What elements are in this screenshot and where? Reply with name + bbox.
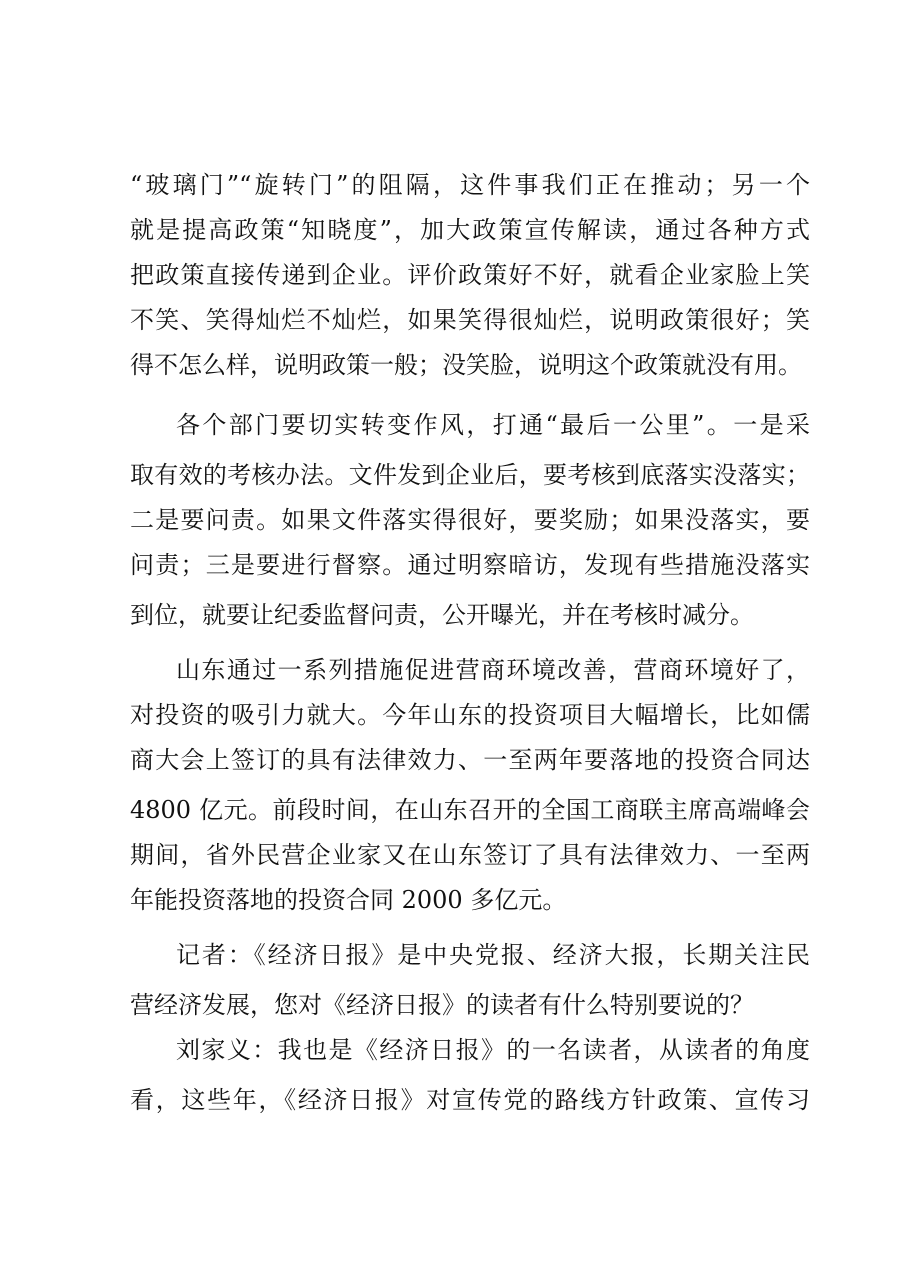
- paragraph-line: 刘家义：我也是《经济日报》的一名读者，从读者的角度: [176, 1036, 810, 1064]
- paragraph-line: 各个部门要切实转变作风，打通“最后一公里”。一是采: [176, 411, 810, 439]
- paragraph-line: 商大会上签订的具有法律效力、一至两年要落地的投资合同达: [130, 746, 810, 774]
- paragraph-line: 问责；三是要进行督察。通过明察暗访，发现有些措施没落实: [130, 551, 810, 579]
- paragraph-line: 看，这些年，《经济日报》对宣传党的路线方针政策、宣传习: [130, 1086, 810, 1114]
- paragraph-line: 对投资的吸引力就大。今年山东的投资项目大幅增长，比如儒: [130, 701, 810, 729]
- paragraph-line: 山东通过一系列措施促进营商环境改善，营商环境好了，: [176, 656, 810, 684]
- paragraph-line: 营经济发展，您对《经济日报》的读者有什么特别要说的？: [130, 991, 754, 1019]
- paragraph-line: 得不怎么样，说明政策一般；没笑脸，说明这个政策就没有用。: [130, 351, 802, 379]
- paragraph-line: 期间，省外民营企业家又在山东签订了具有法律效力、一至两: [130, 841, 810, 869]
- paragraph-line: 取有效的考核办法。文件发到企业后，要考核到底落实没落实；: [130, 461, 810, 489]
- paragraph-line: 记者：《经济日报》是中央党报、经济大报，长期关注民: [176, 941, 810, 969]
- paragraph-line: 就是提高政策“知晓度”，加大政策宣传解读，通过各种方式: [130, 216, 810, 244]
- paragraph-line: 把政策直接传递到企业。评价政策好不好，就看企业家脸上笑: [130, 261, 810, 289]
- paragraph-line: “玻璃门”“旋转门”的阻隔，这件事我们正在推动；另一个: [130, 171, 810, 199]
- paragraph-line: 不笑、笑得灿烂不灿烂，如果笑得很灿烂，说明政策很好；笑: [130, 306, 810, 334]
- paragraph-line: 到位，就要让纪委监督问责，公开曝光，并在考核时减分。: [130, 601, 754, 629]
- paragraph-line: 年能投资落地的投资合同 2000 多亿元。: [130, 886, 567, 914]
- paragraph-line: 二是要问责。如果文件落实得很好，要奖励；如果没落实，要: [130, 506, 810, 534]
- paragraph-line: 4800 亿元。前段时间，在山东召开的全国工商联主席高端峰会: [130, 796, 810, 824]
